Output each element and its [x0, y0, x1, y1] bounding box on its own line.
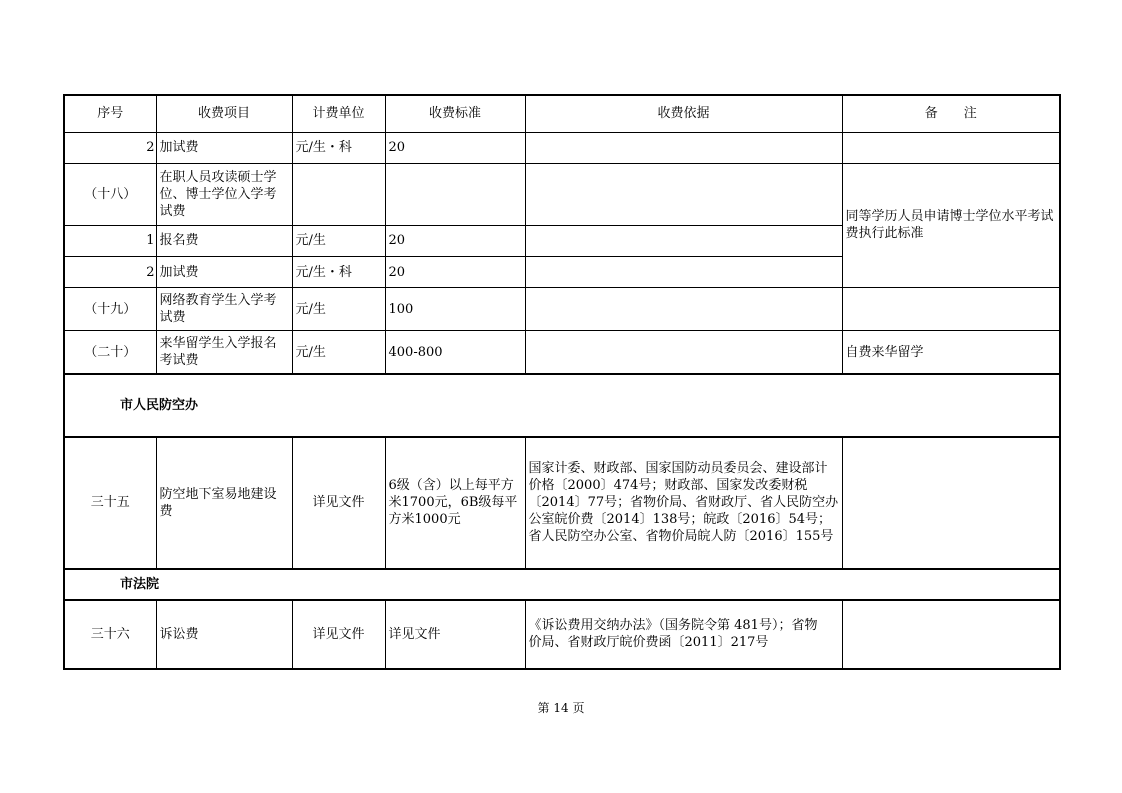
row-standard: 400-800	[385, 331, 525, 374]
row-no: （十八）	[64, 163, 156, 225]
row-standard: 20	[385, 257, 525, 288]
header-cell-basis: 收费依据	[525, 95, 842, 132]
header-cell-remark: 备 注	[842, 95, 1060, 132]
row-basis	[525, 288, 842, 331]
row-unit: 元/生	[292, 331, 385, 374]
table-row	[64, 600, 1060, 669]
row-basis	[525, 132, 842, 163]
section-row	[64, 374, 1060, 437]
row-standard: 100	[385, 288, 525, 331]
header-cell-unit: 计费单位	[292, 95, 385, 132]
row-item: 加试费	[156, 257, 292, 288]
row-item: 网络教育学生入学考试费	[156, 288, 292, 331]
row-remark	[842, 600, 1060, 669]
row-standard	[385, 163, 525, 225]
table-row	[64, 132, 1060, 163]
row-unit	[292, 163, 385, 225]
row-item: 来华留学生入学报名考试费	[156, 331, 292, 374]
section-title: 市法院	[64, 569, 1060, 600]
section-title: 市人民防空办	[64, 374, 1060, 437]
table-row	[64, 288, 1060, 331]
row-item: 报名费	[156, 225, 292, 256]
row-no: 2	[64, 257, 156, 288]
row-basis: 《诉讼费用交纳办法》（国务院令第 481号）；省物价局、省财政厅皖价费函〔2011〕217号	[525, 600, 842, 669]
row-unit: 元/生	[292, 225, 385, 256]
fee-table	[63, 94, 1061, 670]
row-remark	[842, 288, 1060, 331]
row-standard: 20	[385, 225, 525, 256]
page-number: 第 14 页	[537, 701, 585, 715]
row-unit: 元/生	[292, 288, 385, 331]
row-remark: 同等学历人员申请博士学位水平考试费执行此标准	[842, 163, 1060, 287]
row-standard: 20	[385, 132, 525, 163]
table-row	[64, 331, 1060, 374]
header-cell-item: 收费项目	[156, 95, 292, 132]
row-no: 2	[64, 132, 156, 163]
row-basis	[525, 331, 842, 374]
row-unit: 详见文件	[292, 600, 385, 669]
row-item: 在职人员攻读硕士学位、博士学位入学考试费	[156, 163, 292, 225]
table-row	[64, 163, 1060, 225]
section-row	[64, 569, 1060, 600]
row-item: 加试费	[156, 132, 292, 163]
row-basis	[525, 257, 842, 288]
row-unit: 元/生・科	[292, 132, 385, 163]
row-no: 1	[64, 225, 156, 256]
row-standard: 详见文件	[385, 600, 525, 669]
row-remark	[842, 437, 1060, 568]
row-no: 三十五	[64, 437, 156, 568]
row-item: 防空地下室易地建设费	[156, 437, 292, 568]
row-unit: 详见文件	[292, 437, 385, 568]
header-cell-standard: 收费标准	[385, 95, 525, 132]
row-item: 诉讼费	[156, 600, 292, 669]
table-header-row	[64, 95, 1060, 132]
row-basis	[525, 225, 842, 256]
row-remark: 自费来华留学	[842, 331, 1060, 374]
row-unit: 元/生・科	[292, 257, 385, 288]
row-remark	[842, 132, 1060, 163]
header-cell-no: 序号	[64, 95, 156, 132]
row-no: 三十六	[64, 600, 156, 669]
row-basis	[525, 163, 842, 225]
row-no: （二十）	[64, 331, 156, 374]
table-row	[64, 437, 1060, 568]
row-basis: 国家计委、财政部、国家国防动员委员会、建设部计价格〔2000〕474号；财政部、国家发改委财税〔2014〕77号；省物价局、省财政厅、省人民防空办公室皖价费〔2014〕138号；皖政〔2016〕54号；省人民防空办公室、省物价局皖人防〔2016〕155号	[525, 437, 842, 568]
row-standard: 6级（含）以上每平方米1700元，6B级每平方米1000元	[385, 437, 525, 568]
row-no: （十九）	[64, 288, 156, 331]
